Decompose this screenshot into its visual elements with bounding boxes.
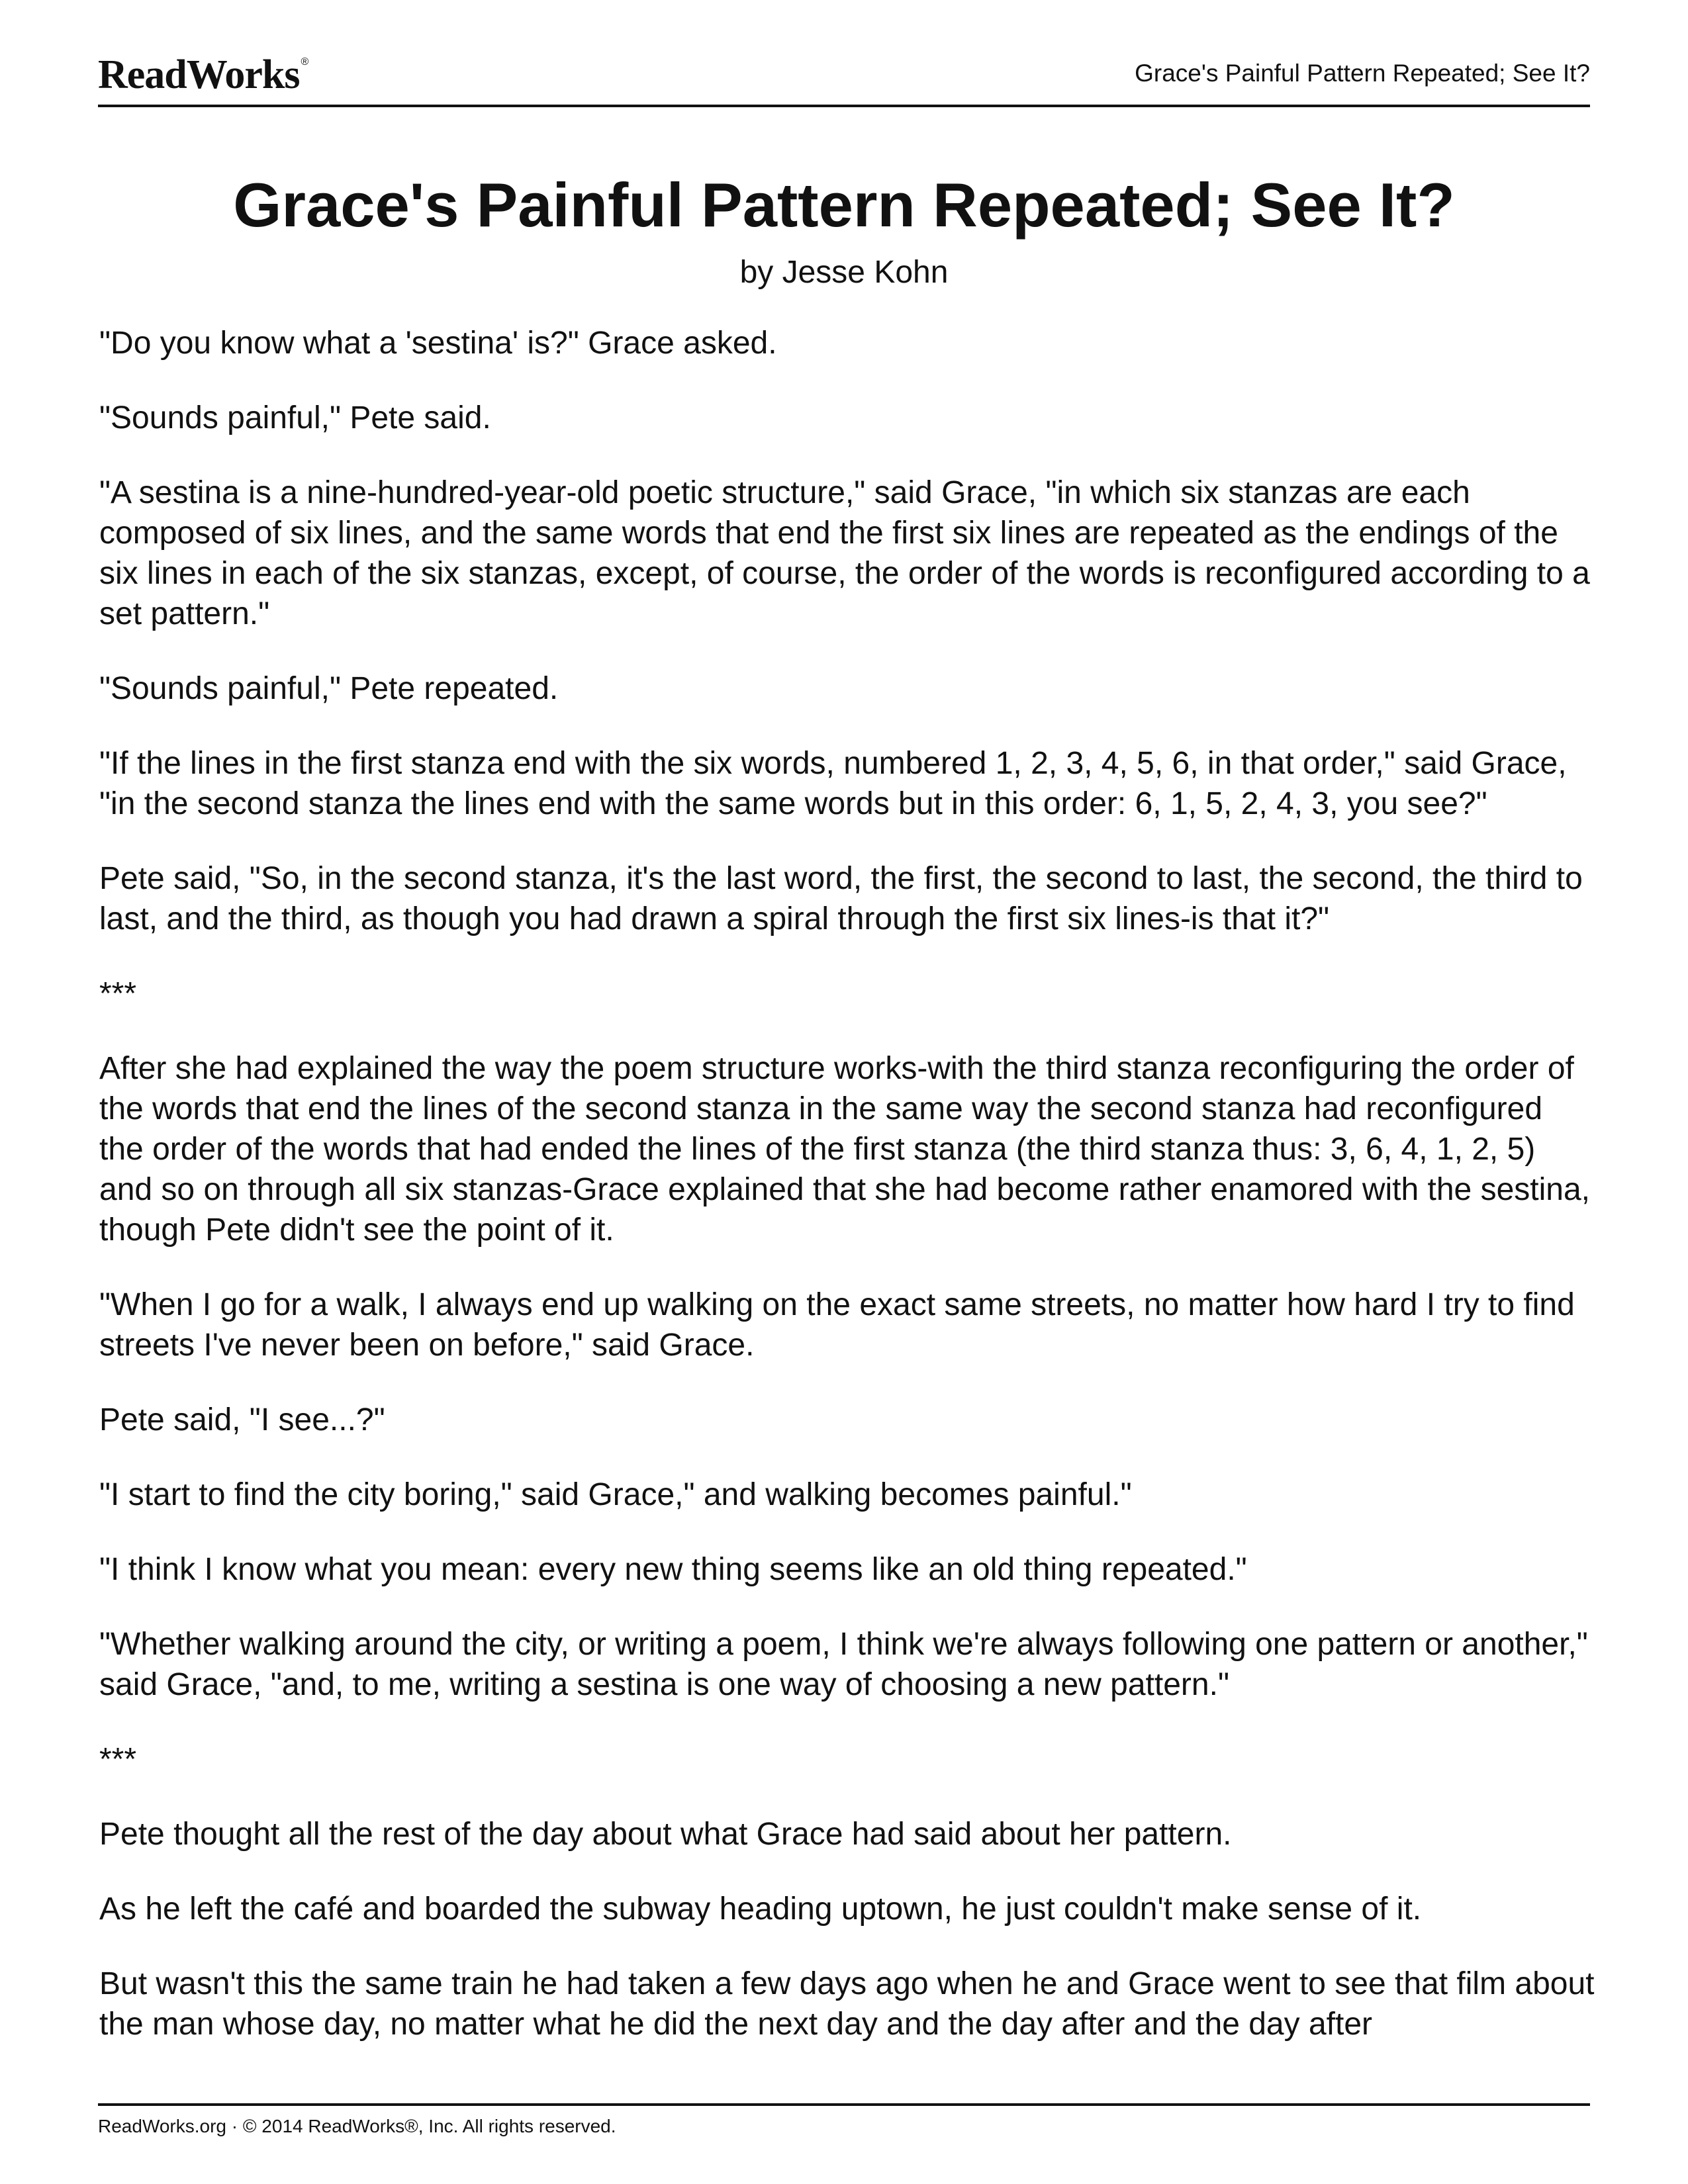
paragraph: "I think I know what you mean: every new thing seems like an old thing repeated." xyxy=(99,1552,1247,1587)
paragraph: "When I go for a walk, I always end up walking on the exact same streets, no matter how hard I try to find streets I've never been on before," said Grace. xyxy=(99,1287,1575,1363)
readworks-logo xyxy=(98,54,308,95)
paragraph: "If the lines in the first stanza end with the six words, numbered 1, 2, 3, 4, 5, 6, in that order," said Grace, "in the second stanza the lines end with the same words but in this order: 6, 1, 5, 2, 4, 3, you see?" xyxy=(99,746,1567,821)
paragraph: But wasn't this the same train he had taken a few days ago when he and Grace went to see that film about the man whose day, no matter what he did the next day and the day after and the day after xyxy=(99,1966,1595,2042)
section-break: *** xyxy=(99,976,137,1011)
article-byline: by Jesse Kohn xyxy=(739,255,949,290)
paragraph: Pete said, "So, in the second stanza, it's the last word, the first, the second to last, the second, the third to last, and the third, as though you had drawn a spiral through the first six lines-is that it?" xyxy=(99,861,1583,936)
footer-copyright: ReadWorks.org · © 2014 ReadWorks®, Inc. All rights reserved. xyxy=(98,2116,616,2136)
page-footer xyxy=(98,2103,1590,2138)
paragraph: Pete thought all the rest of the day about what Grace had said about her pattern. xyxy=(99,1817,1232,1852)
paragraph: "A sestina is a nine-hundred-year-old poetic structure," said Grace, "in which six stanzas are each composed of six lines, and the same words that end the first six lines are repeated as the endings of the six lines in each of the six stanzas, except, of course, the order of the words is reconfigured according to a set pattern." xyxy=(99,475,1590,631)
header-page-title: Grace's Painful Pattern Repeated; See It? xyxy=(1135,60,1590,87)
paragraph: As he left the café and boarded the subway heading uptown, he just couldn't make sense of it. xyxy=(99,1891,1422,1927)
article-title: Grace's Painful Pattern Repeated; See It? xyxy=(233,170,1455,240)
section-break: *** xyxy=(99,1742,137,1777)
logo-registered-mark: ® xyxy=(301,56,308,68)
paragraph: "Do you know what a 'sestina' is?" Grace asked. xyxy=(99,326,777,361)
paragraph: "Sounds painful," Pete said. xyxy=(99,400,491,435)
logo-text: ReadWorks xyxy=(98,52,300,97)
page-header xyxy=(98,48,1590,107)
paragraph: After she had explained the way the poem structure works-with the third stanza reconfiguring the order of the words that end the lines of the second stanza in the same way the second stanza had reconfigured the order of the words that had ended the lines of the first stanza (the third stanza thus: 3, 6, 4, 1, 2, 5) and so on through all six stanzas-Grace explained that she had become rather enamored with the sestina, though Pete didn't see the point of it. xyxy=(99,1051,1590,1248)
article-body xyxy=(99,323,1595,2079)
paragraph: "Whether walking around the city, or writing a poem, I think we're always following one pattern or another," said Grace, "and, to me, writing a sestina is one way of choosing a new pattern." xyxy=(99,1627,1588,1702)
paragraph: "Sounds painful," Pete repeated. xyxy=(99,671,559,706)
paragraph: "I start to find the city boring," said Grace," and walking becomes painful." xyxy=(99,1477,1132,1512)
paragraph: Pete said, "I see...?" xyxy=(99,1402,385,1437)
